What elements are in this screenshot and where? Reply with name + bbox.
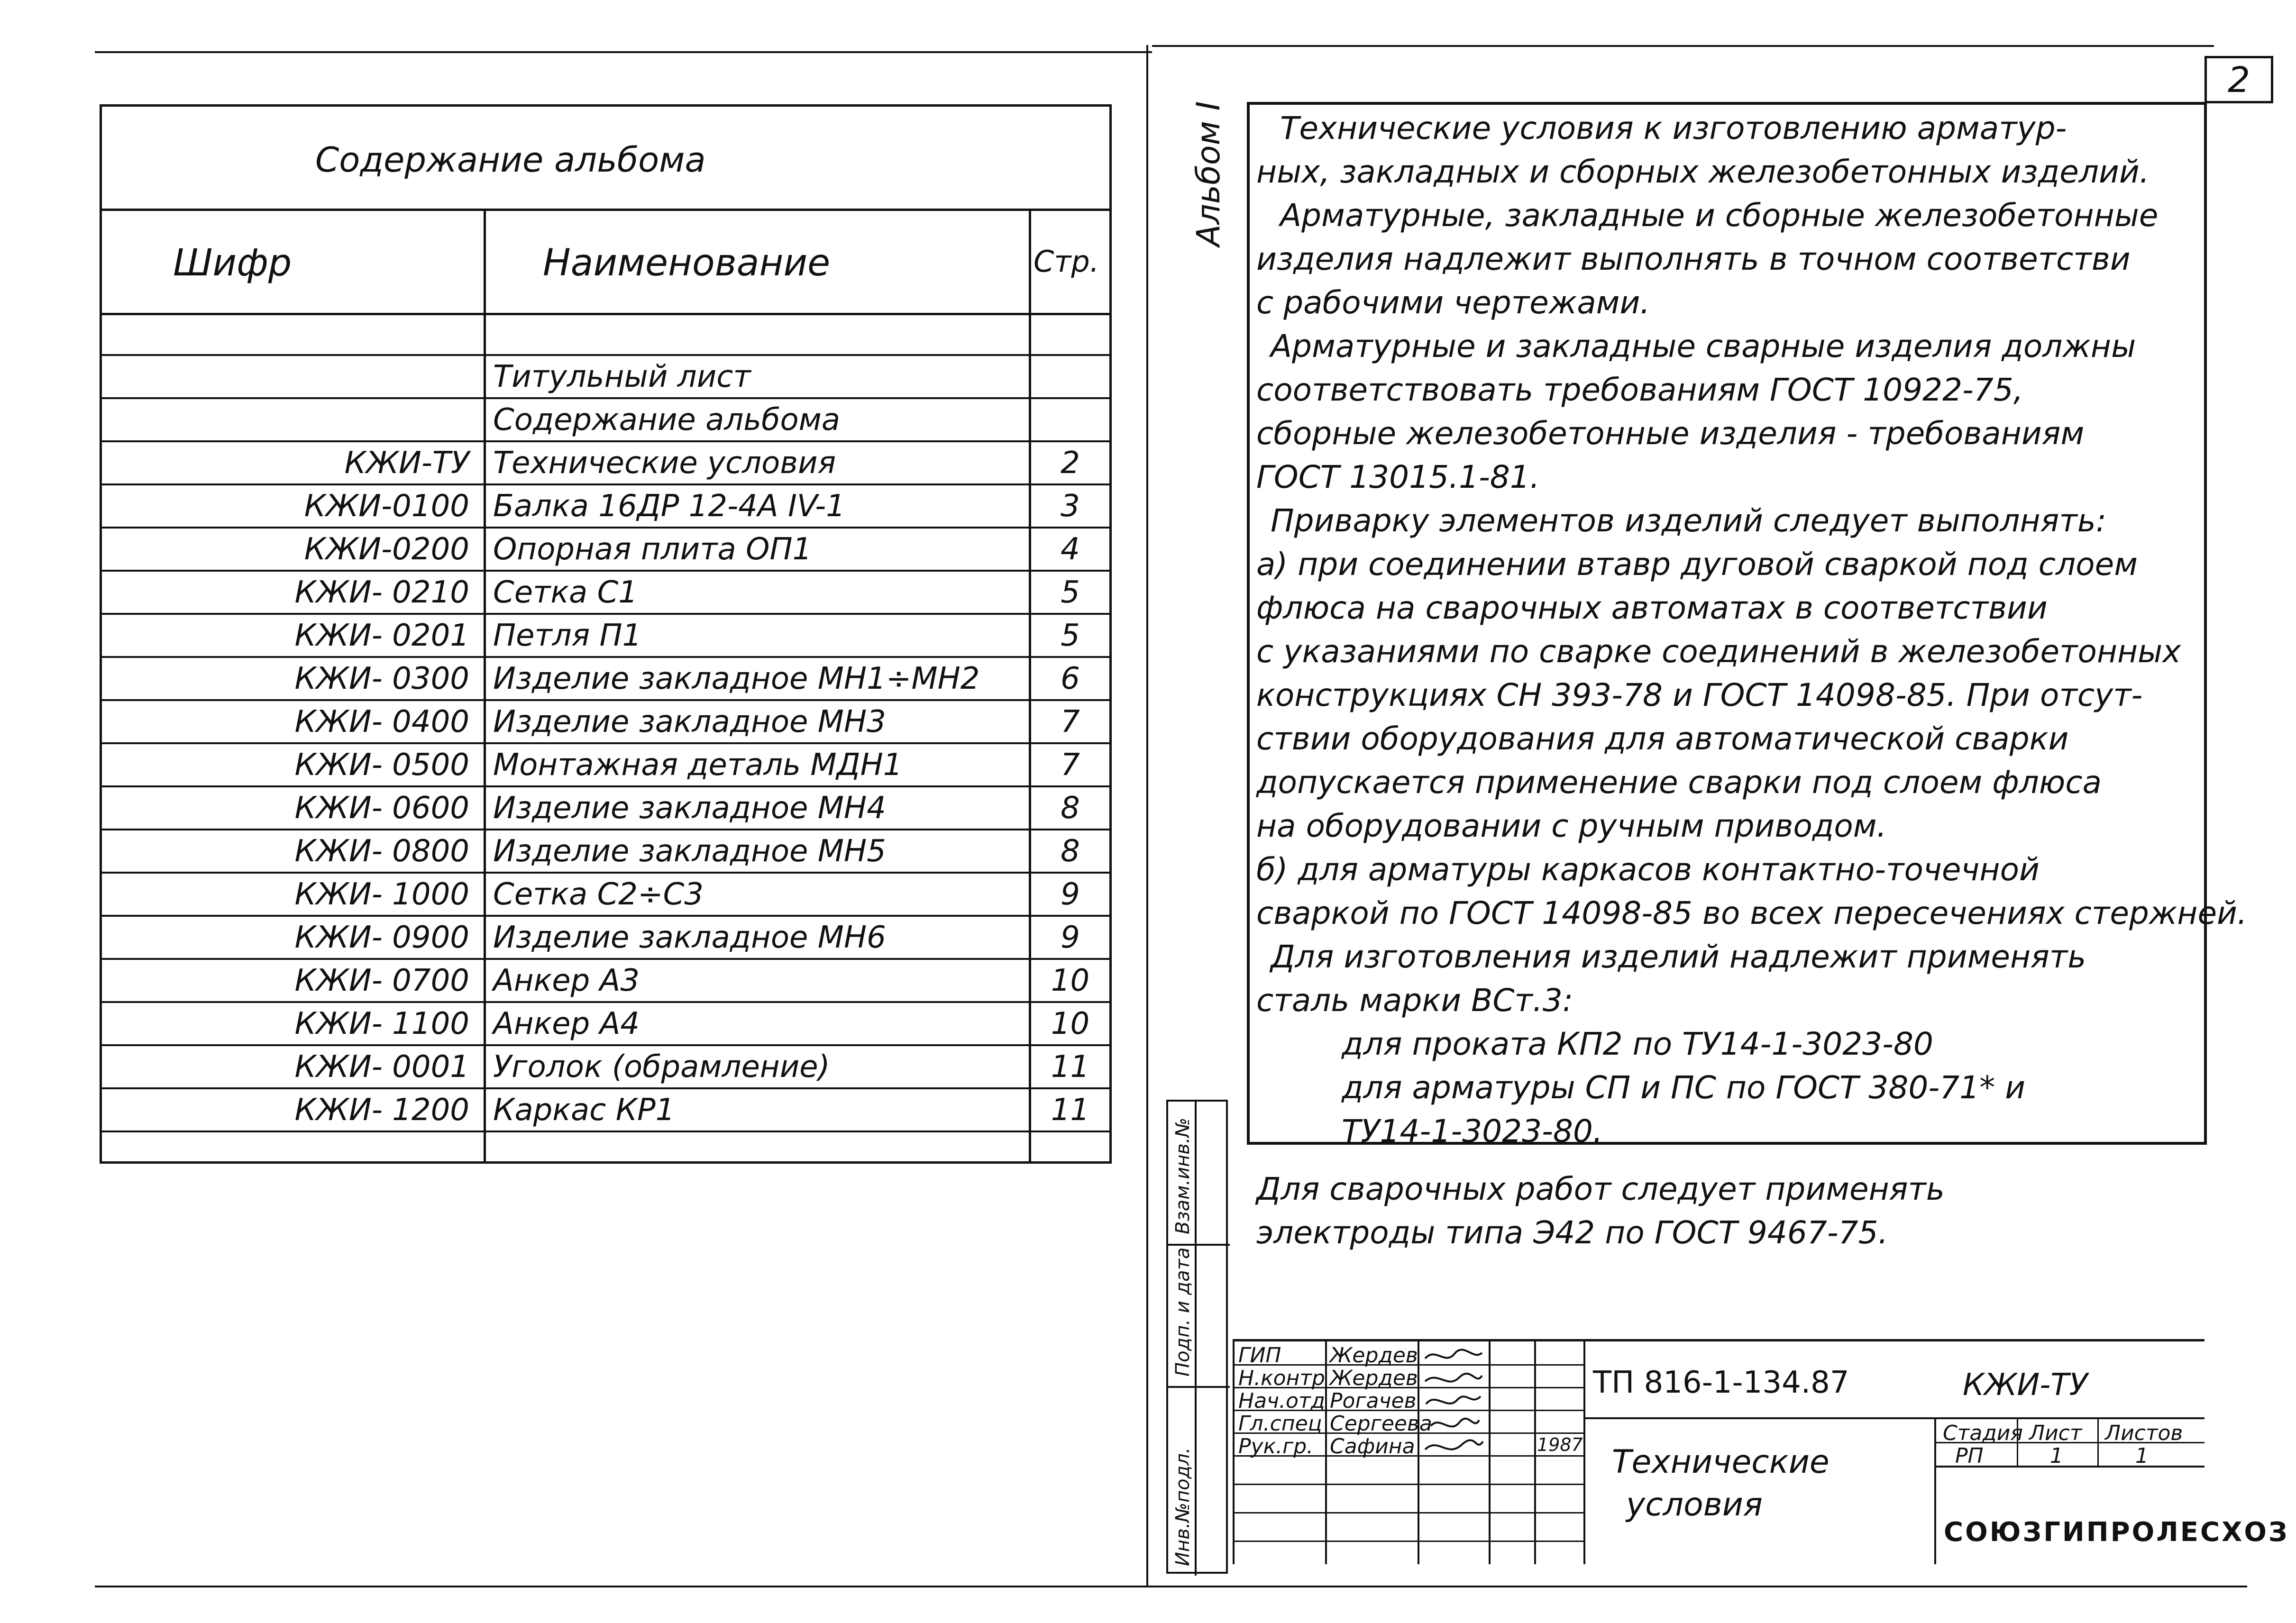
contents-cell-code: КЖИ- 0210 (102, 571, 484, 614)
contents-row (102, 959, 1112, 1002)
contents-cell-code (102, 313, 484, 355)
contents-cell-page (1029, 313, 1112, 355)
contents-cell-page: 11 (1029, 1045, 1112, 1088)
header-name: Наименование (543, 242, 831, 284)
contents-row (102, 873, 1112, 916)
text-line: Для сварочных работ следует применять (1256, 1171, 1945, 1207)
contents-cell-page: 11 (1029, 1088, 1112, 1131)
contents-row (102, 614, 1112, 657)
contents-cell-page: 6 (1029, 657, 1112, 700)
contents-cell-page: 5 (1029, 571, 1112, 614)
contents-rows (102, 313, 1112, 1132)
header-code: Шифр (173, 242, 292, 284)
contents-cell-code (102, 355, 484, 398)
contents-row (102, 1002, 1112, 1045)
name-nachotd: Рогачев (1330, 1389, 1417, 1413)
document-title-line2: условия (1626, 1486, 1763, 1523)
contents-cell-page: 8 (1029, 830, 1112, 873)
contents-row (102, 313, 1112, 355)
sheet-number: 2 (2227, 60, 2250, 100)
contents-cell-name: Сетка С2÷С3 (484, 873, 1029, 916)
contents-cell-code: КЖИ- 0300 (102, 657, 484, 700)
contents-cell-page (1029, 355, 1112, 398)
contents-cell-code: КЖИ- 0001 (102, 1045, 484, 1088)
album-label: Альбом I (1190, 101, 1227, 246)
text-line: изделия надлежит выполнять в точном соответстви (1256, 241, 2131, 277)
text-line: а) при соединении втавр дуговой сваркой под слоем (1256, 546, 2138, 583)
contents-cell-page: 3 (1029, 484, 1112, 528)
text-line: электроды типа Э42 по ГОСТ 9467-75. (1256, 1214, 1888, 1251)
contents-row (102, 441, 1112, 484)
role-rukgr: Рук.гр. (1238, 1434, 1314, 1459)
contents-cell-page: 7 (1029, 743, 1112, 786)
text-line: конструкциях СН 393-78 и ГОСТ 14098-85. При отсут- (1256, 677, 2143, 713)
contents-cell-name: Анкер А4 (484, 1002, 1029, 1045)
contents-row (102, 1045, 1112, 1088)
text-line: ствии оборудования для автоматической сварки (1256, 720, 2069, 757)
role-glspec: Гл.спец (1238, 1412, 1322, 1436)
role-nachotd: Нач.отд (1238, 1389, 1326, 1413)
contents-cell-code: КЖИ- 0700 (102, 959, 484, 1002)
stage-sheet-grid (1936, 1419, 2205, 1467)
contents-cell-code: КЖИ- 0400 (102, 700, 484, 743)
contents-cell-page: 4 (1029, 528, 1112, 571)
contents-cell-page: 7 (1029, 700, 1112, 743)
contents-title-row (102, 107, 1109, 211)
contents-cell-code: КЖИ-0200 (102, 528, 484, 571)
contents-table (100, 104, 1112, 1164)
contents-cell-name: Изделие закладное МН3 (484, 700, 1029, 743)
top-rule-right (1152, 45, 2214, 47)
contents-cell-name: Каркас КР1 (484, 1088, 1029, 1131)
text-line: соответствовать требованиям ГОСТ 10922-75, (1256, 372, 2023, 408)
project-number: ТП 816-1-134.87 (1593, 1365, 1849, 1400)
contents-cell-name: Содержание альбома (484, 398, 1029, 441)
contents-cell-page: 10 (1029, 1002, 1112, 1045)
text-line: сталь марки ВСт.3: (1256, 982, 1573, 1019)
document-code: КЖИ-ТУ (1963, 1368, 2088, 1403)
contents-row (102, 398, 1112, 441)
contents-row (102, 657, 1112, 700)
contents-row (102, 1088, 1112, 1131)
text-line: Арматурные, закладные и сборные железобетонные (1280, 197, 2159, 234)
text-line: с рабочими чертежами. (1256, 284, 1650, 321)
contents-row (102, 743, 1112, 786)
contents-title: Содержание альбома (315, 140, 706, 180)
contents-cell-page (1029, 398, 1112, 441)
text-line: с указаниями по сварке соединений в железобетонных (1256, 633, 2181, 670)
contents-cell-name: Опорная плита ОП1 (484, 528, 1029, 571)
contents-cell-code: КЖИ- 0500 (102, 743, 484, 786)
contents-cell-page: 9 (1029, 916, 1112, 959)
top-rule-left (95, 51, 1152, 53)
contents-cell-name: Изделие закладное МН5 (484, 830, 1029, 873)
contents-row (102, 355, 1112, 398)
organization: СОЮЗГИПРОЛЕСХОЗ (1944, 1517, 2289, 1548)
contents-cell-code: КЖИ- 1200 (102, 1088, 484, 1131)
contents-cell-name (484, 313, 1029, 355)
text-line: Для изготовления изделий надлежит применять (1271, 939, 2086, 975)
technical-conditions-text (1256, 107, 2247, 1255)
sheet-header: Лист (2029, 1421, 2082, 1445)
contents-cell-page: 8 (1029, 786, 1112, 830)
contents-cell-code: КЖИ- 0600 (102, 786, 484, 830)
text-line: флюса на сварочных автоматах в соответствии (1256, 590, 2048, 626)
contents-cell-name: Монтажная деталь МДН1 (484, 743, 1029, 786)
text-line: Арматурные и закладные сварные изделия должны (1271, 328, 2136, 365)
sheets-header: Листов (2105, 1421, 2183, 1445)
contents-cell-name: Сетка С1 (484, 571, 1029, 614)
contents-cell-name: Уголок (обрамление) (484, 1045, 1029, 1088)
contents-cell-code (102, 398, 484, 441)
contents-cell-code: КЖИ- 0201 (102, 614, 484, 657)
name-nkontr: Жердев (1330, 1366, 1418, 1390)
name-glspec: Сергеева (1330, 1412, 1432, 1436)
text-line: для арматуры СП и ПС по ГОСТ 380-71* и (1342, 1069, 2026, 1106)
text-line: ных, закладных и сборных железобетонных изделий. (1256, 154, 2150, 190)
text-line: для проката КП2 по ТУ14-1-3023-80 (1342, 1026, 1933, 1062)
contents-cell-page: 2 (1029, 441, 1112, 484)
contents-row (102, 528, 1112, 571)
sheet-number-box (2205, 56, 2273, 103)
name-gip: Жердев (1330, 1343, 1418, 1368)
contents-cell-name: Изделие закладное МН1÷МН2 (484, 657, 1029, 700)
role-gip: ГИП (1238, 1343, 1281, 1368)
contents-row (102, 916, 1112, 959)
text-line: ТУ14-1-3023-80. (1342, 1113, 1603, 1149)
contents-cell-code: КЖИ- 1000 (102, 873, 484, 916)
contents-cell-name: Технические условия (484, 441, 1029, 484)
text-line: ГОСТ 13015.1-81. (1256, 459, 1540, 495)
contents-cell-name: Анкер А3 (484, 959, 1029, 1002)
stage-header: Стадия (1943, 1421, 2023, 1445)
stamp-label-sign-date: Подп. и дата (1172, 1247, 1194, 1377)
contents-cell-code: КЖИ- 0900 (102, 916, 484, 959)
contents-row (102, 571, 1112, 614)
contents-row (102, 700, 1112, 743)
contents-cell-code: КЖИ- 0800 (102, 830, 484, 873)
title-block (1233, 1339, 2289, 1562)
contents-row (102, 830, 1112, 873)
contents-row (102, 484, 1112, 528)
contents-cell-name: Изделие закладное МН6 (484, 916, 1029, 959)
text-line: на оборудовании с ручным приводом. (1256, 808, 1887, 844)
text-line: Приварку элементов изделий следует выполнять: (1271, 502, 2106, 539)
sheets-value: 1 (2135, 1444, 2149, 1468)
stage-value: РП (1955, 1444, 1984, 1468)
text-line: сборные железобетонные изделия - требованиям (1256, 415, 2085, 452)
side-stamp (1166, 1100, 1228, 1574)
contents-cell-code: КЖИ-0100 (102, 484, 484, 528)
text-line: б) для арматуры каркасов контактно-точечной (1256, 851, 2040, 888)
contents-cell-page: 10 (1029, 959, 1112, 1002)
signature-scribbles (1421, 1344, 1485, 1453)
contents-cell-name: Балка 16ДР 12-4А IV-1 (484, 484, 1029, 528)
sheet-value: 1 (2050, 1444, 2063, 1468)
text-line: сваркой по ГОСТ 14098-85 во всех пересечениях стержней. (1256, 895, 2247, 931)
contents-cell-name: Титульный лист (484, 355, 1029, 398)
document-title-line1: Технические (1612, 1443, 1829, 1481)
stamp-label-inv: Инв.№подл. (1172, 1447, 1194, 1566)
fold-line (1146, 45, 1148, 1586)
contents-cell-page: 5 (1029, 614, 1112, 657)
name-rukgr: Сафина (1330, 1434, 1415, 1459)
bottom-rule (95, 1586, 2247, 1587)
text-line: Технические условия к изготовлению арматур- (1280, 110, 2067, 146)
contents-cell-code: КЖИ-ТУ (102, 441, 484, 484)
contents-cell-page: 9 (1029, 873, 1112, 916)
stamp-label-replace: Взам.инв.№ (1172, 1117, 1194, 1234)
signature-grid (1233, 1341, 1583, 1564)
contents-cell-name: Изделие закладное МН4 (484, 786, 1029, 830)
contents-cell-code: КЖИ- 1100 (102, 1002, 484, 1045)
contents-cell-name: Петля П1 (484, 614, 1029, 657)
contents-header-row (102, 209, 1109, 315)
role-nkontr: Н.контр (1238, 1366, 1325, 1390)
contents-row (102, 786, 1112, 830)
text-line: допускается применение сварки под слоем флюса (1256, 764, 2102, 801)
header-page: Стр. (1034, 244, 1099, 279)
date: 1987 (1537, 1434, 1583, 1455)
